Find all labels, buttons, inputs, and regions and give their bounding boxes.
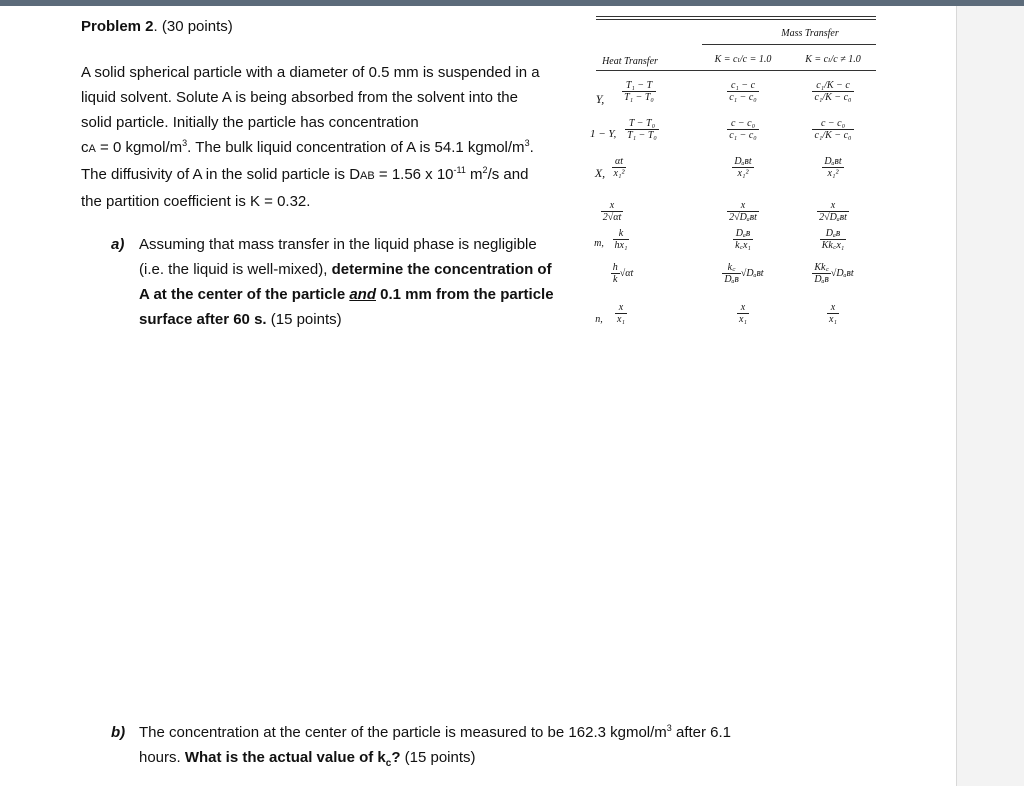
denominator: x₁²	[737, 168, 749, 179]
numerator: c − c₀	[727, 118, 759, 130]
superscript: 3	[666, 723, 672, 733]
subscript: AB	[360, 170, 375, 182]
denominator: Kk꜀x₁	[821, 240, 845, 251]
part-b	[111, 720, 871, 776]
numerator: T − T₀	[625, 118, 659, 130]
x-heat	[604, 156, 634, 179]
part-b-label: b)	[111, 724, 126, 741]
numerator: x	[615, 302, 627, 314]
n-kn	[790, 302, 876, 325]
table-rule	[596, 16, 876, 17]
denominator: x₁	[829, 314, 837, 325]
numerator: Dₐʙ	[820, 228, 846, 240]
header-heat-transfer: Heat Transfer	[602, 56, 658, 67]
sqrt-term: √Dₐʙt	[740, 267, 764, 279]
bold-text: ?	[391, 749, 401, 766]
denominator: c₁/K − c₀	[814, 92, 852, 103]
numerator: x	[601, 200, 624, 212]
part-b-line	[111, 720, 871, 745]
text-span: (15 points)	[266, 311, 342, 328]
denominator: T₁ − T₀	[624, 92, 654, 103]
denominator: 2√Dₐʙt	[729, 212, 757, 223]
bold-text: What is the actual value of k	[184, 749, 386, 766]
numerator: x	[737, 302, 749, 314]
numerator: Dₐʙ	[733, 228, 753, 240]
text-span: = 0 kgmol/m	[95, 139, 183, 156]
table-rule	[596, 70, 876, 71]
superscript: 3	[524, 138, 530, 148]
bold-italic-text: and	[349, 286, 376, 303]
y-kn	[790, 80, 876, 103]
statement-line: A solid spherical particle with a diameter of 0.5 mm is suspended in a	[81, 64, 540, 81]
numerator: c₁/K − c	[812, 80, 853, 92]
y-heat	[608, 80, 670, 103]
m-k1	[700, 228, 786, 251]
numerator: αt	[612, 156, 627, 168]
problem-title	[81, 18, 233, 35]
n-k1	[700, 302, 786, 325]
bold-text: 0.1 mm from the particle	[376, 286, 554, 303]
eta-k1	[700, 200, 786, 223]
denominator: c₁ − c₀	[729, 92, 757, 103]
text-span: . The bulk liquid concentration of A is 54.1 kgmol/m	[187, 139, 525, 156]
part-a-line	[111, 307, 591, 332]
x-k1	[700, 156, 786, 179]
oy-kn	[790, 118, 876, 141]
denominator: x₁²	[613, 168, 625, 179]
table-rule	[596, 19, 876, 20]
bold-text: A at the center of the particle	[139, 286, 350, 303]
window-top-bar	[0, 0, 1024, 6]
statement-line	[81, 162, 596, 189]
row-label-one-minus-y: 1 − Y,	[590, 128, 617, 140]
denominator: k꜀x₁	[735, 240, 751, 251]
denominator: k	[613, 274, 618, 285]
eta-kn	[790, 200, 876, 223]
statement-line: solid particle. Initially the particle has concentration	[81, 114, 419, 131]
h-heat	[592, 262, 652, 285]
part-a-label: a)	[111, 236, 125, 253]
numerator: x	[817, 200, 849, 212]
row-label-n: n,	[595, 314, 603, 325]
denominator: 2√αt	[602, 212, 622, 223]
denominator: x₁	[739, 314, 747, 325]
numerator: Dₐʙt	[734, 156, 752, 167]
heat-mass-transfer-analogy-table	[590, 14, 876, 340]
oy-k1	[700, 118, 786, 141]
n-heat	[606, 302, 636, 325]
text-span: /s and	[487, 166, 529, 183]
denominator: Dₐʙ	[814, 274, 829, 285]
statement-line	[81, 135, 596, 162]
denominator: c₁ − c₀	[729, 130, 757, 141]
bold-text: surface after 60 s.	[139, 311, 267, 328]
denominator: x₁²	[827, 168, 839, 179]
numerator: h	[612, 262, 618, 273]
text-span: c	[81, 139, 89, 156]
row-label-y: Y,	[595, 92, 605, 106]
text-span: The concentration at the center of the particle is measured to be 162.3 kgmol/m	[139, 724, 667, 741]
subscript: c	[385, 758, 392, 769]
x-kn	[790, 156, 876, 179]
problem-title-rest: . (30 points)	[153, 18, 233, 35]
header-k-not-one: K = cₗ/c ≠ 1.0	[805, 54, 861, 65]
text-span: = 1.56 x 10	[374, 166, 454, 183]
subscript: A	[88, 143, 96, 155]
m-heat	[606, 228, 636, 251]
part-a	[111, 232, 591, 332]
sqrt-term: √Dₐʙt	[830, 267, 854, 279]
denominator: hx₁	[614, 240, 628, 251]
sqrt-term: √αt	[619, 267, 634, 279]
h-kn	[790, 262, 876, 285]
statement-line: liquid solvent. Solute A is being absorbed from the solvent into the	[81, 89, 518, 106]
denominator: 2√Dₐʙt	[819, 212, 847, 223]
numerator: c − c₀	[812, 118, 853, 130]
denominator: c₁/K − c₀	[814, 130, 852, 141]
numerator: k꜀	[722, 262, 740, 274]
numerator: k	[613, 228, 630, 240]
numerator: x	[827, 302, 839, 314]
part-b-line	[111, 745, 871, 776]
bold-text: determine the concentration of	[331, 261, 552, 278]
text-span: (i.e. the liquid is well-mixed),	[139, 261, 332, 278]
denominator: Dₐʙ	[724, 274, 739, 285]
table-rule	[702, 44, 876, 45]
row-label-m: m,	[594, 238, 604, 249]
right-side-panel	[956, 6, 1024, 786]
problem-title-bold: Problem 2	[81, 18, 154, 35]
denominator: x₁	[617, 314, 625, 325]
problem-statement	[81, 60, 596, 214]
part-a-line	[111, 282, 591, 307]
numerator: Dₐʙt	[824, 156, 842, 167]
row-label-x: X,	[594, 166, 606, 180]
superscript: -11	[453, 165, 466, 175]
numerator: c₁ − c	[727, 80, 759, 92]
part-a-line	[111, 257, 591, 282]
eta-heat	[592, 200, 632, 223]
text-span: m	[465, 166, 483, 183]
text-span: after 6.1	[671, 724, 732, 741]
statement-line: the partition coefficient is K = 0.32.	[81, 193, 311, 210]
denominator: T₁ − T₀	[627, 130, 657, 141]
header-mass-transfer: Mass Transfer	[781, 28, 839, 39]
numerator: T₁ − T	[622, 80, 656, 92]
superscript: 2	[482, 165, 488, 175]
y-k1	[700, 80, 786, 103]
text-span: hours.	[139, 749, 185, 766]
m-kn	[790, 228, 876, 251]
part-a-line: Assuming that mass transfer in the liquid phase is negligible	[139, 236, 537, 253]
numerator: x	[727, 200, 759, 212]
text-span: The diffusivity of A in the solid particle is D	[81, 166, 361, 183]
numerator: Kk꜀	[814, 262, 829, 273]
text-span: .	[529, 139, 534, 156]
superscript: 3	[182, 138, 188, 148]
oy-heat	[612, 118, 672, 141]
h-k1	[700, 262, 786, 285]
header-k-equal-one: K = cₗ/c = 1.0	[714, 54, 772, 65]
text-span: (15 points)	[400, 749, 476, 766]
